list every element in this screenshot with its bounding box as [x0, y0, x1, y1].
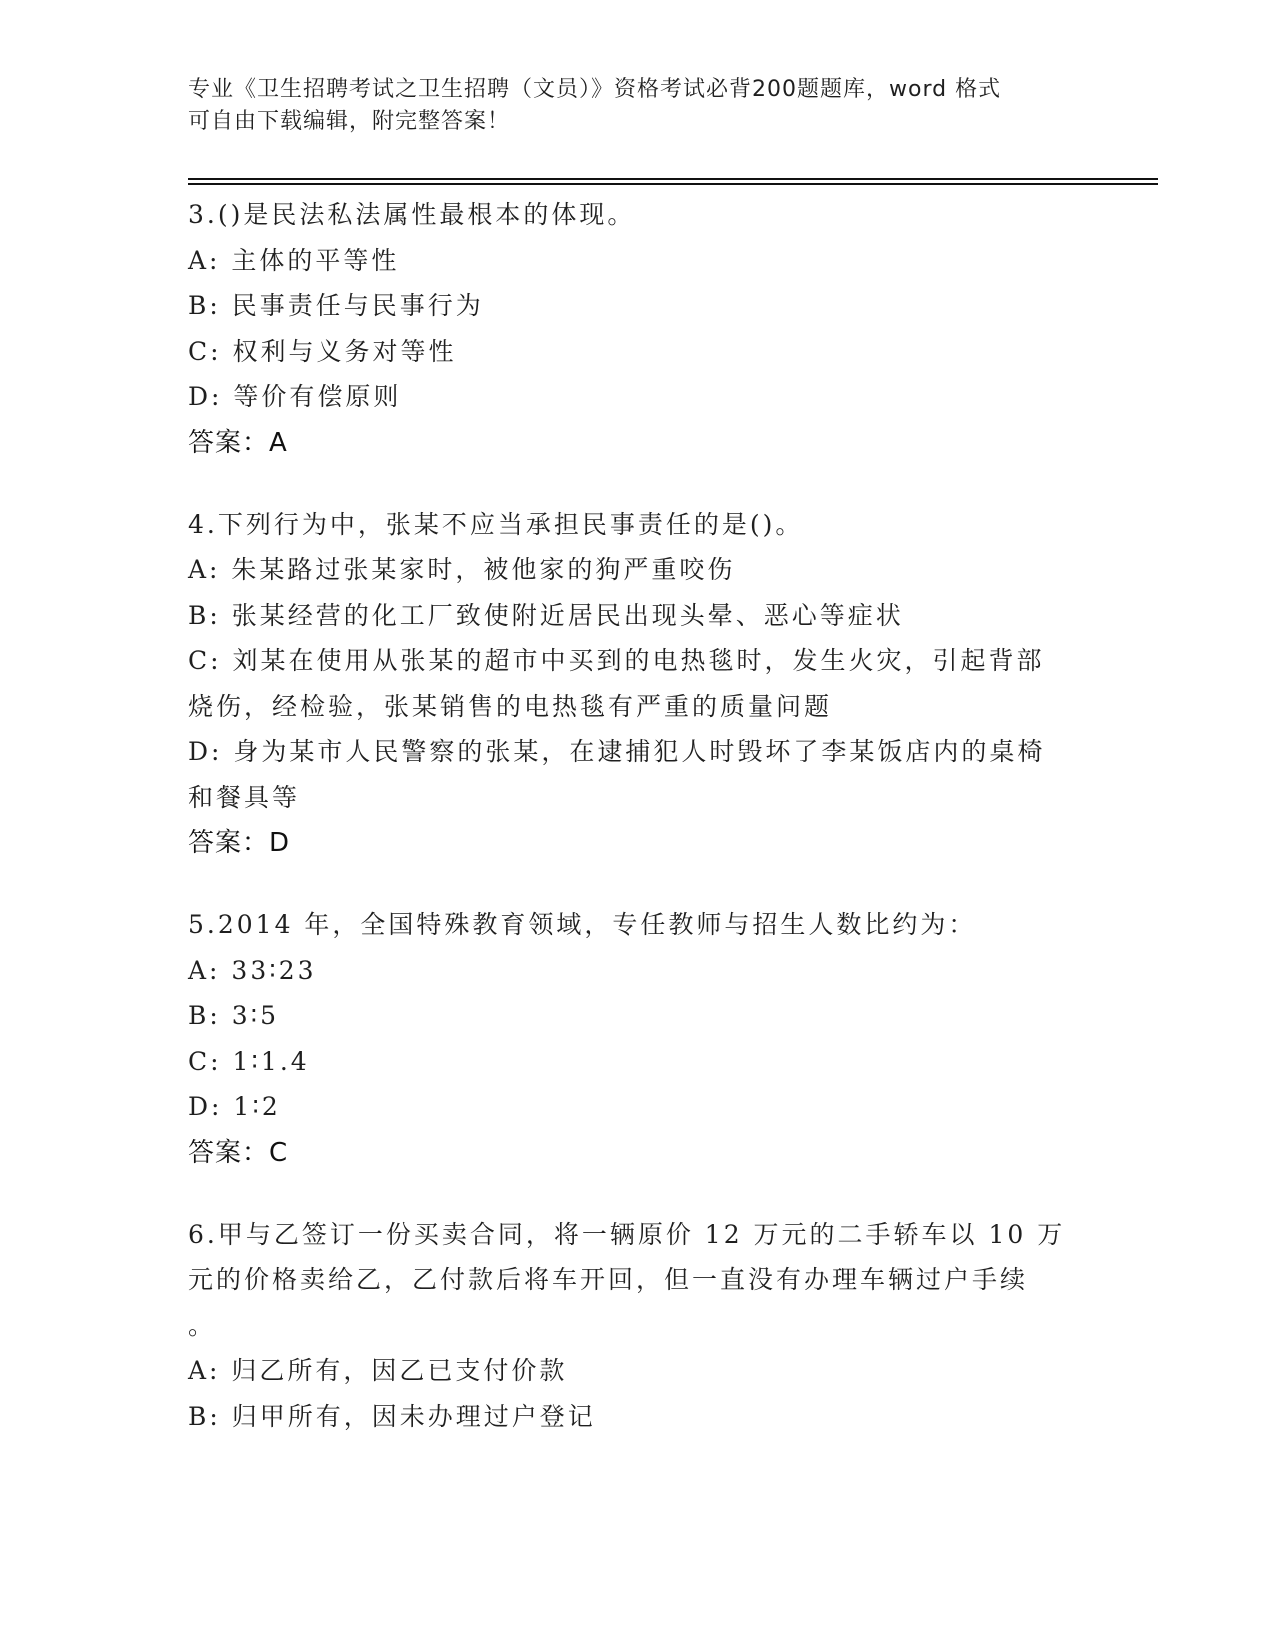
option-a: A: 33∶23 [188, 955, 317, 985]
option-b: B: 民事责任与民事行为 [188, 291, 484, 320]
question-stem-continued: 。 [188, 1310, 217, 1340]
option-c: C: 权利与义务对等性 [188, 336, 457, 366]
option-b: B: 张某经营的化工厂致使附近居民出现头晕、恶心等症状 [188, 600, 904, 630]
header-divider-top [188, 178, 1158, 180]
option-c-continued: 烧伤，经检验，张某销售的电热毯有严重的质量问题 [188, 691, 833, 721]
question-block [188, 502, 1088, 867]
question-stem-continued: 元的价格卖给乙，乙付款后将车开回，但一直没有办理车辆过户手续 [188, 1265, 1029, 1294]
header-divider-bottom [188, 183, 1158, 185]
option-b: B: 3∶5 [188, 1001, 280, 1030]
option-a: A: 归乙所有，因乙已支付价款 [188, 1356, 568, 1385]
option-a: A: 主体的平等性 [188, 245, 400, 275]
option-c: C: 1∶1.4 [188, 1046, 310, 1076]
header-line-2: 可自由下载编辑，附完整答案！ [188, 109, 511, 134]
question-stem: 6.甲与乙签订一份买卖合同，将一辆原价 12 万元的二手轿车以 10 万 [188, 1219, 1066, 1249]
answer-key: 答案：A [188, 427, 288, 458]
question-block [188, 192, 1088, 466]
question-stem: 3.()是民法私法属性最根本的体现。 [188, 200, 636, 229]
question-block [188, 902, 1088, 1176]
answer-key: 答案：D [188, 828, 291, 858]
option-d: D: 1∶2 [188, 1092, 281, 1121]
header-line-1: 专业《卫生招聘考试之卫生招聘（文员）》资格考试必背200题题库，word 格式 [188, 77, 1002, 102]
question-stem: 5.2014 年，全国特殊教育领域，专任教师与招生人数比约为： [188, 910, 977, 939]
option-b: B: 归甲所有，因未办理过户登记 [188, 1401, 596, 1431]
question-list [188, 192, 1088, 1475]
option-d: D: 身为某市人民警察的张某，在逮捕犯人时毁坏了李某饭店内的桌椅 [188, 737, 1046, 766]
question-stem: 4.下列行为中，张某不应当承担民事责任的是()。 [188, 509, 804, 539]
option-a: A: 朱某路过张某家时，被他家的狗严重咬伤 [188, 555, 736, 584]
option-c: C: 刘某在使用从张某的超市中买到的电热毯时，发生火灾，引起背部 [188, 646, 1045, 675]
question-block [188, 1212, 1088, 1440]
answer-key: 答案：C [188, 1137, 289, 1168]
option-d-continued: 和餐具等 [188, 782, 301, 812]
document-header [188, 74, 1078, 138]
option-d: D: 等价有偿原则 [188, 382, 402, 411]
